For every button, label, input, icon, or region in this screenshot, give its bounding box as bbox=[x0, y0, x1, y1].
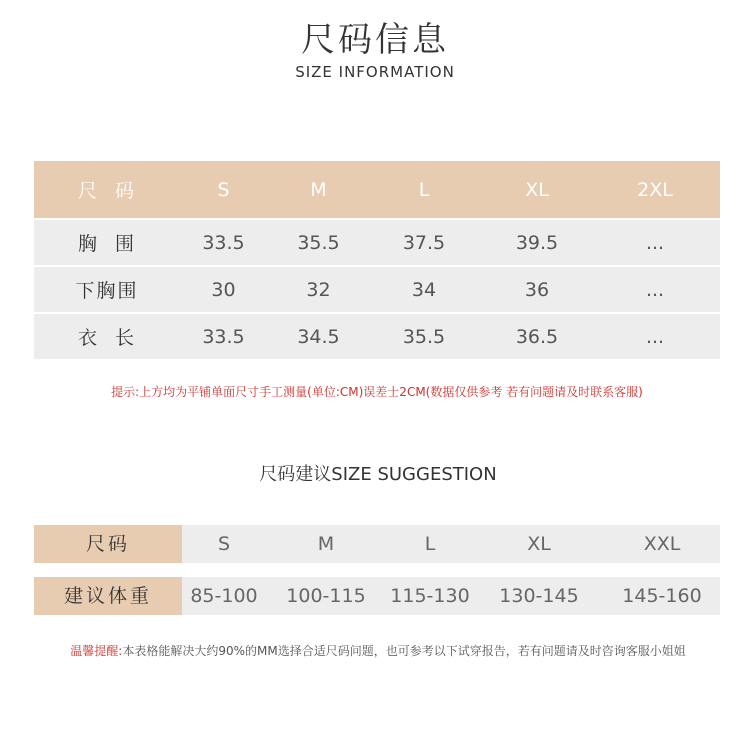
suggestion-title: 尺码建议SIZE SUGGESTION bbox=[259, 464, 497, 485]
row-label-length: 衣 长 bbox=[77, 327, 137, 349]
table-cell: 39.5 bbox=[515, 231, 559, 254]
reminder-highlight: 温馨提醒: bbox=[70, 644, 123, 658]
table-row-length bbox=[34, 314, 720, 359]
header-cell-size: 尺 码 bbox=[77, 180, 137, 202]
row-label-underbust: 下胸围 bbox=[75, 280, 139, 302]
header-cell-s: S bbox=[217, 178, 230, 201]
row-label-chest: 胸 围 bbox=[77, 233, 137, 255]
table-row-chest bbox=[34, 220, 720, 265]
table-cell: 35.5 bbox=[402, 325, 446, 348]
table-cell: 36.5 bbox=[515, 325, 559, 348]
reminder-note bbox=[0, 642, 750, 659]
table-cell: S bbox=[217, 533, 231, 555]
table-cell: ... bbox=[645, 278, 665, 301]
header-cell-m: M bbox=[310, 178, 327, 201]
table-cell: ... bbox=[645, 231, 665, 254]
table-cell: 35.5 bbox=[297, 231, 340, 254]
table-row-underbust bbox=[34, 267, 720, 312]
table-cell: 145-160 bbox=[622, 585, 702, 607]
suggestion-size-label: 尺码 bbox=[34, 525, 182, 563]
suggestion-weight-label: 建议体重 bbox=[34, 577, 182, 615]
table-cell: ... bbox=[645, 325, 665, 348]
table-cell: 36 bbox=[524, 278, 550, 301]
table-cell: 32 bbox=[306, 278, 331, 301]
page-subtitle: SIZE INFORMATION bbox=[295, 63, 455, 81]
table-cell: M bbox=[317, 533, 335, 555]
table-cell: 100-115 bbox=[286, 585, 366, 607]
page-title: 尺码信息 bbox=[301, 20, 449, 60]
table-cell: XXL bbox=[643, 533, 681, 555]
suggestion-row-weight bbox=[34, 577, 720, 615]
suggestion-row-size bbox=[34, 525, 720, 563]
table-cell: 115-130 bbox=[390, 585, 470, 607]
header-cell-xl: XL bbox=[525, 178, 549, 201]
table-cell: 37.5 bbox=[402, 231, 446, 254]
table-cell: 34 bbox=[411, 278, 437, 301]
header-cell-2xl: 2XL bbox=[637, 178, 673, 201]
table-cell: 34.5 bbox=[297, 325, 340, 348]
header-cell-l: L bbox=[418, 178, 430, 201]
table-cell: 33.5 bbox=[202, 231, 245, 254]
table-cell: 30 bbox=[211, 278, 236, 301]
table-cell: 130-145 bbox=[499, 585, 579, 607]
size-table-header-row bbox=[34, 161, 720, 218]
table-cell: 85-100 bbox=[190, 585, 258, 607]
table-cell: 33.5 bbox=[202, 325, 245, 348]
reminder-text: 本表格能解决大约90%的MM选择合适尺码问题，也可参考以下试穿报告，若有问题请及时咨询客服小姐姐 bbox=[122, 644, 686, 658]
table-cell: XL bbox=[527, 533, 551, 555]
table-cell: L bbox=[424, 533, 436, 555]
measurement-note: 提示:上方均为平铺单面尺寸手工测量(单位:CM)误差士2CM(数据仅供参考 若有问题请及时联系客服) bbox=[111, 385, 643, 399]
